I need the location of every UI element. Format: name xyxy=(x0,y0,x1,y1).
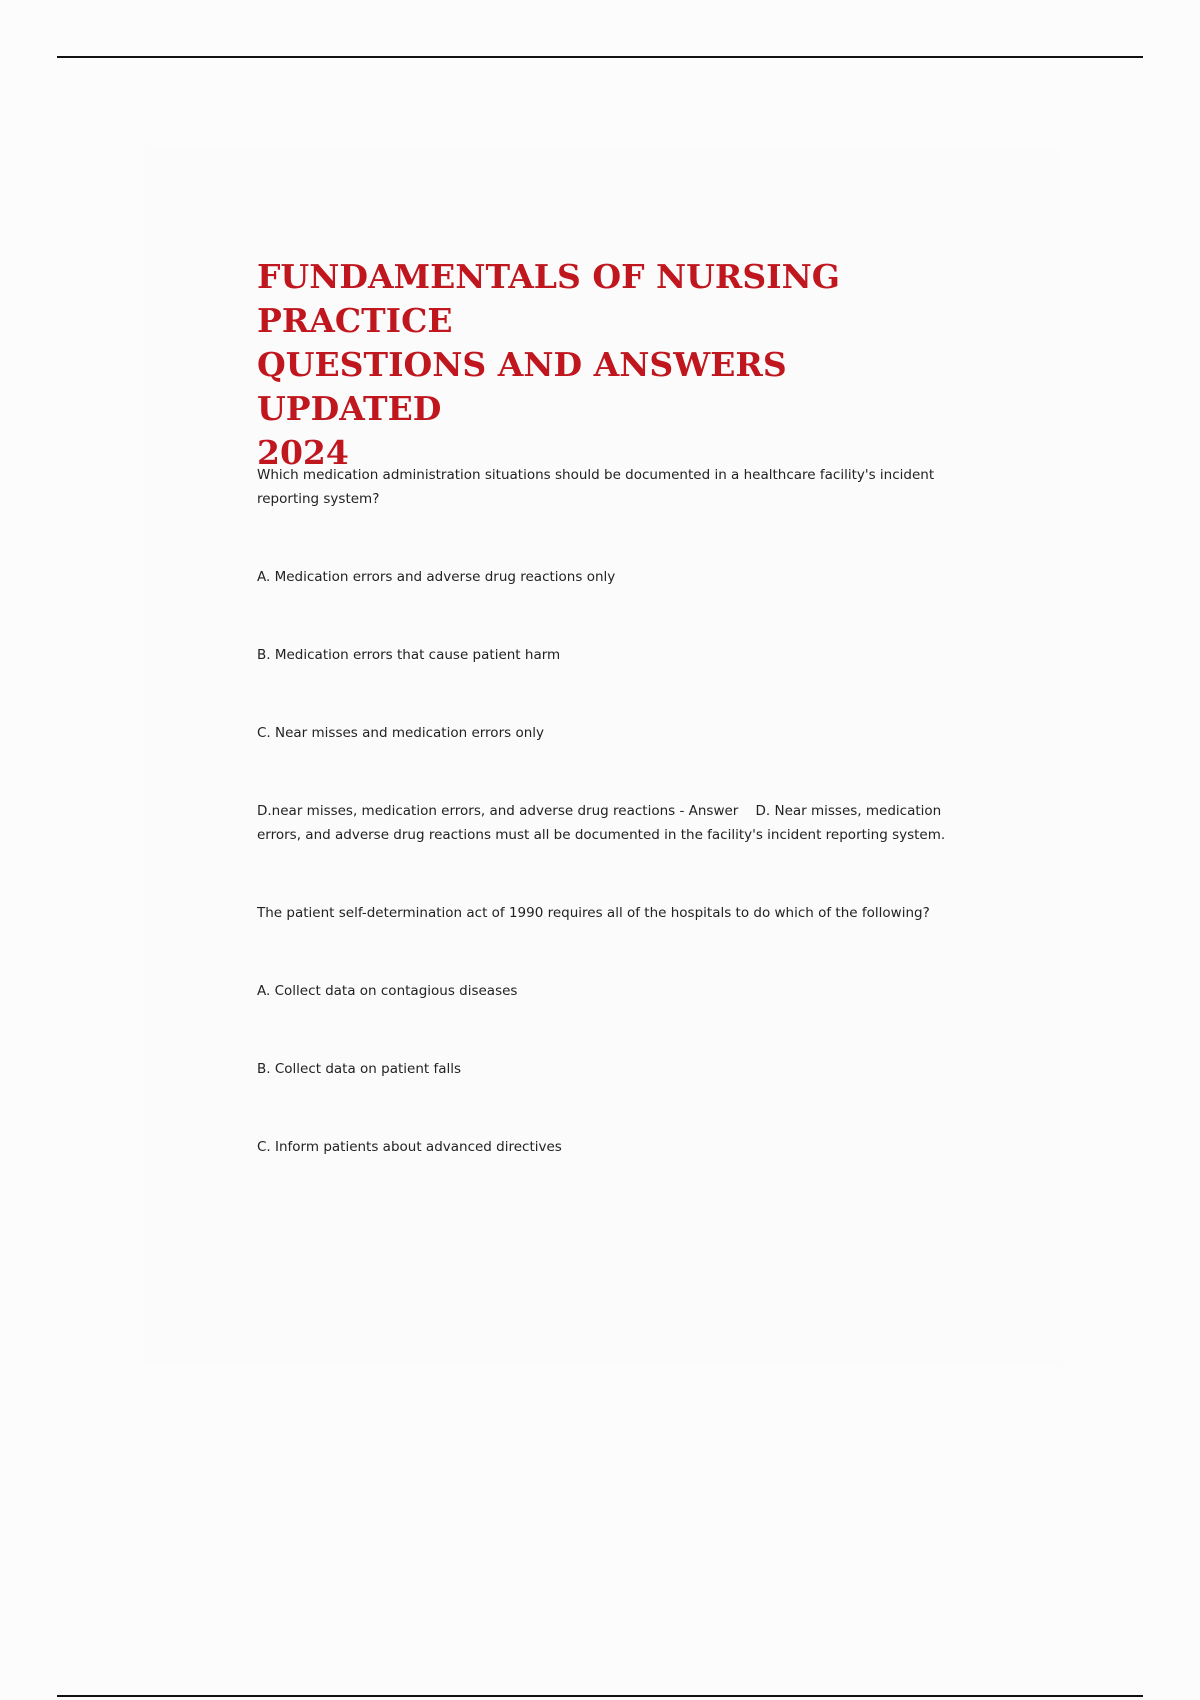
bottom-rule xyxy=(57,1695,1143,1697)
title-line-2: QUESTIONS AND ANSWERS UPDATED xyxy=(257,345,787,428)
question-1-text: Which medication administration situations should be documented in a healthcare facility's incident reporting system? xyxy=(257,467,939,507)
question-2-option-a: A. Collect data on contagious diseases xyxy=(257,983,518,999)
document-title xyxy=(257,255,977,475)
question-2-option-b: B. Collect data on patient falls xyxy=(257,1061,462,1077)
question-1-option-c: C. Near misses and medication errors only xyxy=(257,725,545,741)
top-rule xyxy=(57,56,1143,58)
question-1-option-b: B. Medication errors that cause patient harm xyxy=(257,647,561,663)
document-body xyxy=(257,463,977,1159)
question-2-text: The patient self-determination act of 1990 requires all of the hospitals to do which of the following? xyxy=(257,905,930,921)
question-1-option-d-answer: D.near misses, medication errors, and adverse drug reactions - Answer D. Near misses, medication errors, and adverse drug reactions must all be documented in the facility's incident reporting system. xyxy=(257,803,946,843)
title-line-3: 2024 xyxy=(257,433,349,472)
question-1-option-a: A. Medication errors and adverse drug reactions only xyxy=(257,569,616,585)
question-2-option-c: C. Inform patients about advanced directives xyxy=(257,1139,562,1155)
title-line-1: FUNDAMENTALS OF NURSING PRACTICE xyxy=(257,257,840,340)
